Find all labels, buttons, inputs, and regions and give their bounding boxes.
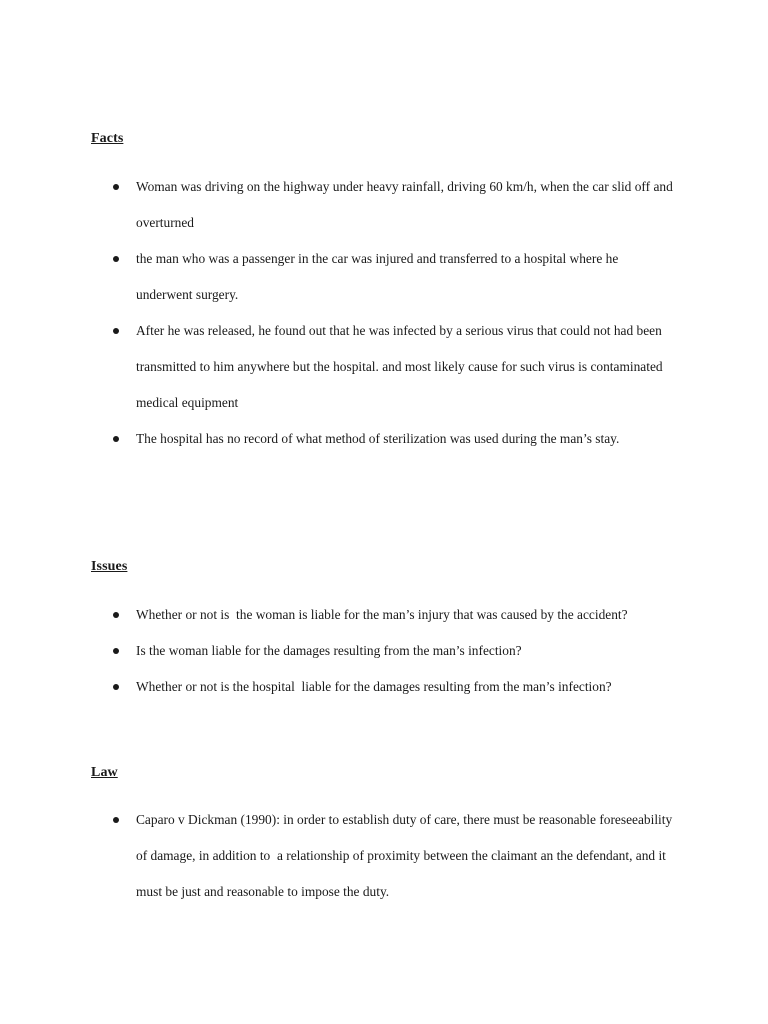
- list-item: [0, 169, 676, 241]
- list-item-text: Is the woman liable for the damages resulting from the man’s infection?: [136, 643, 522, 658]
- list-item: [0, 802, 676, 910]
- bullet-icon: [113, 436, 119, 442]
- law-heading: Law: [91, 765, 118, 780]
- list-item-text: the man who was a passenger in the car was injured and transferred to a hospital where he underwent surgery.: [136, 251, 622, 302]
- bullet-icon: [113, 648, 119, 654]
- bullet-icon: [113, 256, 119, 262]
- bullet-icon: [113, 684, 119, 690]
- bullet-icon: [113, 184, 119, 190]
- list-item: [0, 669, 676, 705]
- list-item: [0, 597, 676, 633]
- list-item: [0, 241, 676, 313]
- list-item-text: Caparo v Dickman (1990): in order to establish duty of care, there must be reasonable foreseeability of damage, in addition to a relationship of proximity between the claimant an the defendant, and it must be just and reasonable to impose the duty.: [136, 812, 676, 899]
- facts-heading: Facts: [91, 131, 124, 146]
- list-item-text: The hospital has no record of what method of sterilization was used during the man’s stay.: [136, 431, 620, 446]
- list-item-text: Whether or not is the hospital liable for the damages resulting from the man’s infection?: [136, 679, 612, 694]
- issues-heading: Issues: [91, 559, 128, 574]
- list-item: [0, 313, 676, 421]
- bullet-icon: [113, 612, 119, 618]
- list-item-text: Whether or not is the woman is liable for the man’s injury that was caused by the accident?: [136, 607, 628, 622]
- list-item-text: Woman was driving on the highway under heavy rainfall, driving 60 km/h, when the car slid off and overturned: [136, 179, 677, 230]
- list-item: [0, 633, 676, 669]
- bullet-icon: [113, 328, 119, 334]
- facts-list: [0, 169, 768, 457]
- law-list: [0, 802, 768, 910]
- bullet-icon: [113, 817, 119, 823]
- list-item-text: After he was released, he found out that he was infected by a serious virus that could not had been transmitted to him anywhere but the hospital. and most likely cause for such virus is contaminated medical equipment: [136, 323, 666, 410]
- issues-list: [0, 597, 768, 705]
- list-item: [0, 421, 676, 457]
